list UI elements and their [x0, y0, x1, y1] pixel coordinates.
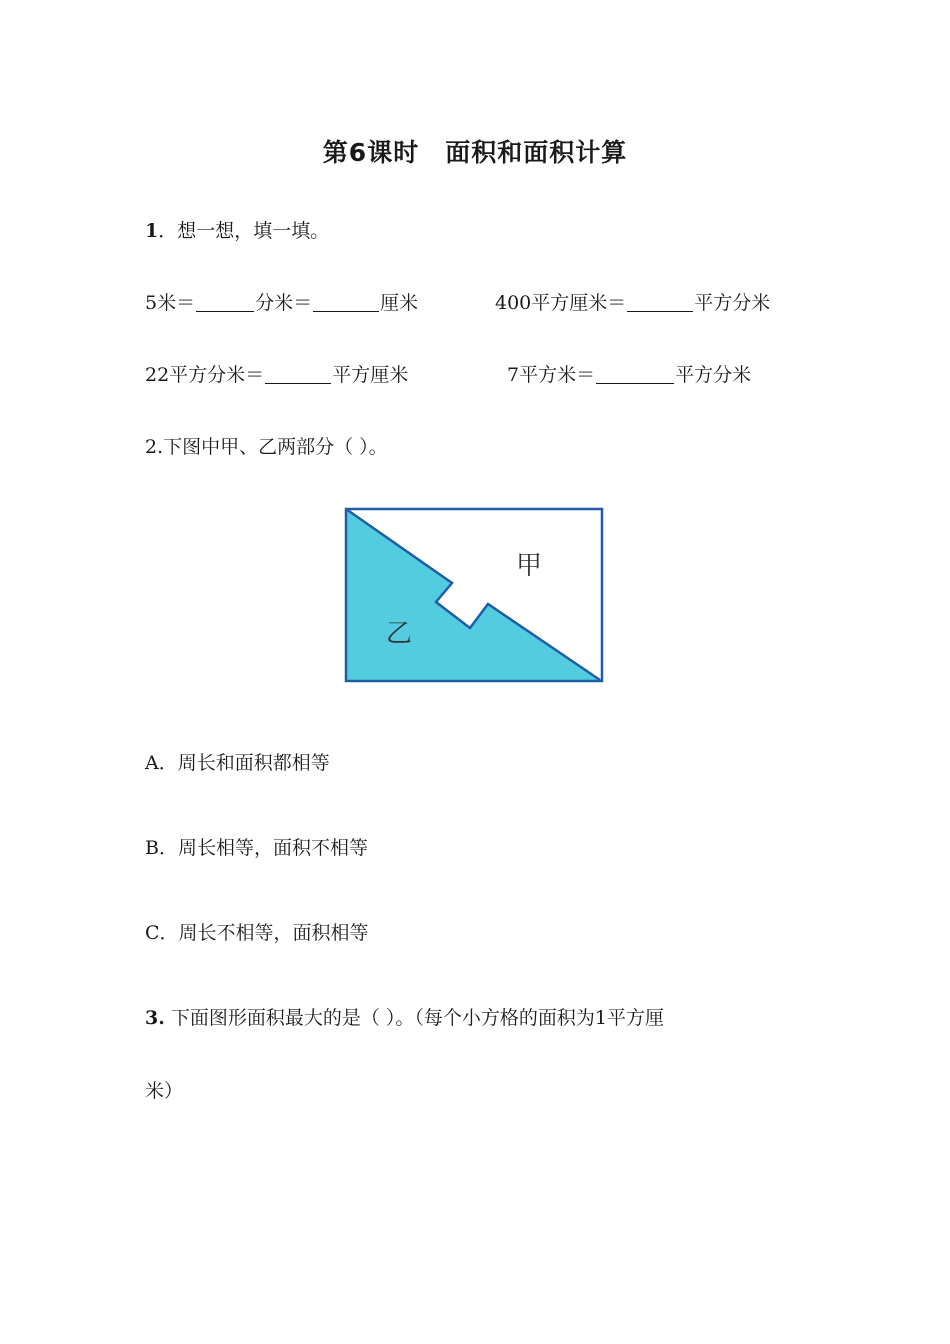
- question-1-text: ．想一想，填一填。: [158, 220, 330, 242]
- question-2-prompt: 2.下图中甲、乙两部分（ ）。: [145, 436, 388, 458]
- answer-blank[interactable]: [596, 363, 674, 384]
- question-3-text: 下面图形面积最大的是（ ）。（每个小方格的面积为1平方厘: [164, 1007, 665, 1029]
- conversion-text: 分米＝: [255, 292, 313, 314]
- conversion-text: 平方分米: [694, 292, 771, 314]
- answer-blank[interactable]: [196, 291, 254, 312]
- answer-blank[interactable]: [265, 363, 331, 384]
- option-c[interactable]: C．周长不相等，面积相等: [145, 922, 369, 944]
- conversion-text: 厘米: [380, 292, 419, 314]
- conversion-square-dm: [145, 362, 408, 388]
- label-jia: 甲: [516, 551, 543, 581]
- page-title: 第6课时 面积和面积计算: [322, 138, 628, 167]
- conversion-text: 5米＝: [145, 292, 196, 314]
- question-3-prompt: [145, 1005, 664, 1031]
- question-1-number: 1: [145, 220, 159, 242]
- conversion-text: 7平方米＝: [507, 364, 596, 386]
- question-3-continuation: 米）: [145, 1080, 184, 1102]
- split-rectangle-figure: [344, 506, 606, 684]
- conversion-text: 平方厘米: [332, 364, 409, 386]
- question-3-number: 3.: [145, 1007, 165, 1029]
- option-a[interactable]: A．周长和面积都相等: [145, 752, 330, 774]
- answer-blank[interactable]: [313, 291, 379, 312]
- conversion-text: 平方分米: [675, 364, 752, 386]
- option-b[interactable]: B．周长相等，面积不相等: [145, 837, 368, 859]
- question-1-prompt: [145, 218, 329, 244]
- conversion-text: 22平方分米＝: [145, 364, 265, 386]
- conversion-square-m: [507, 362, 751, 388]
- label-yi: 乙: [386, 619, 413, 649]
- conversion-square-cm: [495, 290, 770, 316]
- conversion-meters: [145, 290, 418, 316]
- conversion-text: 400平方厘米＝: [495, 292, 627, 314]
- answer-blank[interactable]: [627, 291, 693, 312]
- figure-svg: [344, 506, 606, 684]
